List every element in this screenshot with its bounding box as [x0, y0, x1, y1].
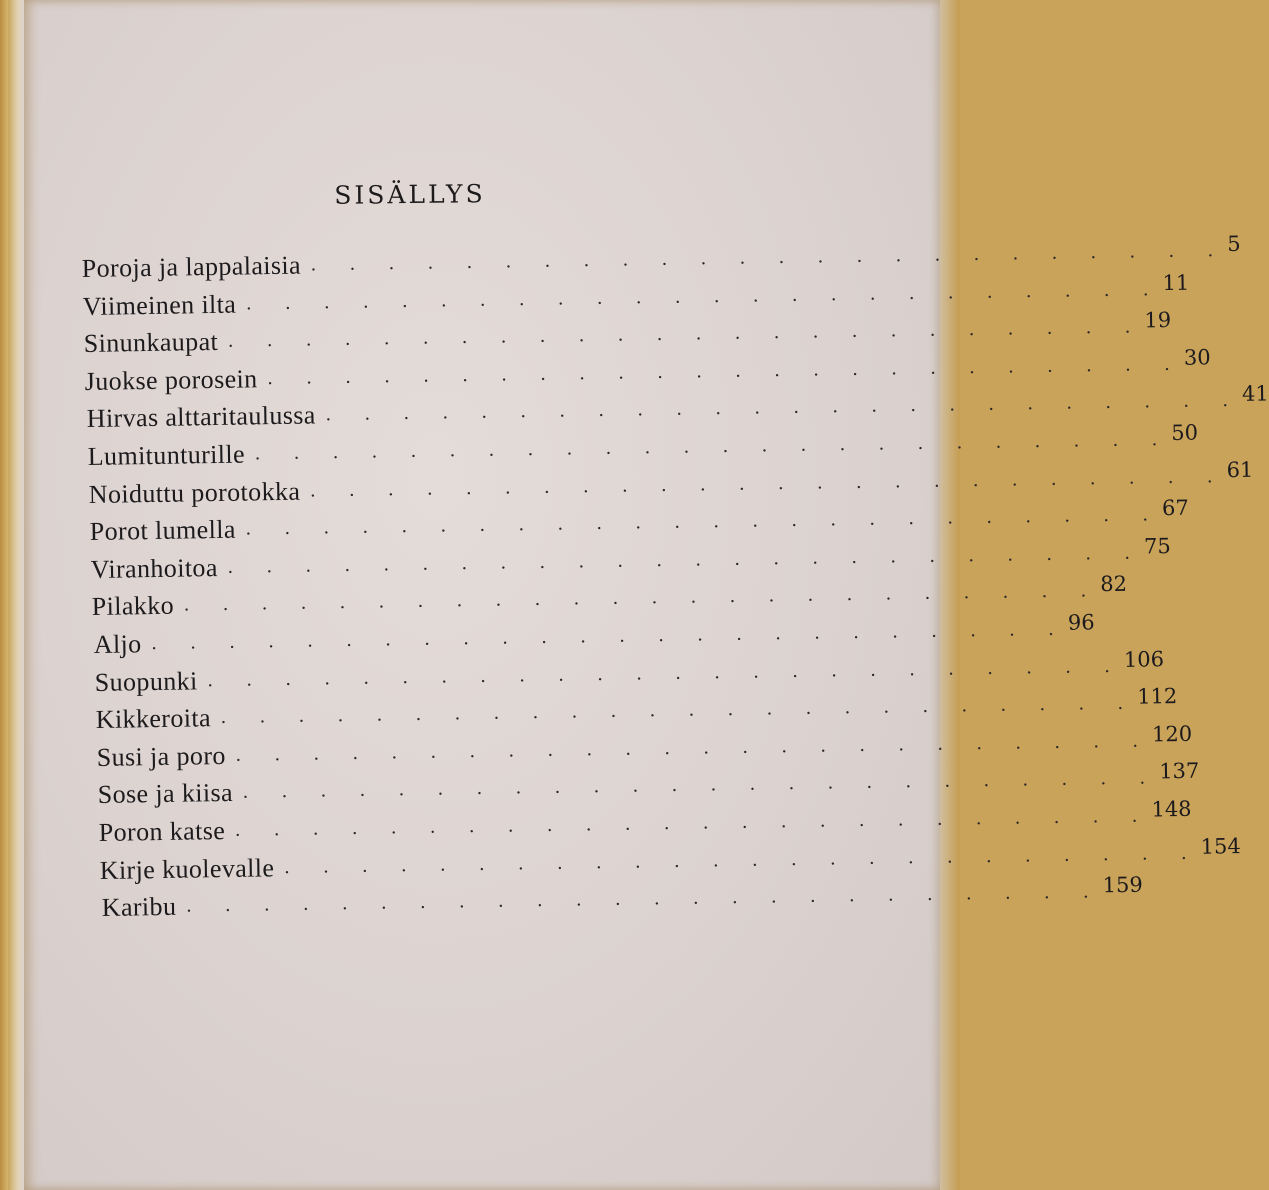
toc-entry-page-number: 159 [1101, 872, 1143, 898]
toc-entry-title: Suopunki [94, 665, 198, 697]
toc-entry-title: Kikkeroita [95, 703, 211, 735]
dot-leader: . . . . . . . . . . . . . . . . . . . . . . . . [185, 880, 1103, 917]
toc-entry-title: Viimeinen ilta [82, 289, 237, 321]
toc-entry-page-number: 96 [1067, 610, 1095, 635]
page-title: SISÄLLYS [334, 179, 486, 210]
toc-entry-page-number: 50 [1170, 420, 1198, 445]
toc-entry-page-number: 19 [1144, 308, 1172, 333]
toc-entry-page-number: 41 [1241, 381, 1269, 407]
toc-entry-title: Juokse porosein [84, 364, 259, 396]
dot-leader: . . . . . . . . . . . . . . . . . . . . . . . . [245, 503, 1163, 540]
dot-leader: . . . . . . . . . . . . . . . . . . . . . . . . [242, 766, 1160, 804]
toc-entry-title: Aljo [93, 629, 142, 660]
toc-entry-title: Karibu [101, 892, 177, 923]
toc-entry-title: Viranhoitoa [90, 552, 219, 584]
toc-entry-page-number: 30 [1184, 345, 1212, 370]
toc-entry-page-number: 154 [1200, 833, 1242, 859]
dot-leader: . . . . . . . . . . . . . . . . . . . . . . . . [220, 691, 1138, 729]
toc-entry [87, 420, 1198, 472]
toc-entry-title: Pilakko [91, 591, 175, 622]
toc-entry-title: Kirje kuolevalle [99, 852, 275, 885]
dot-leader: . . . . . . . . . . . . . . . . . . . . . . . . [284, 841, 1202, 878]
toc-entry-title: Sinunkaupat [83, 327, 219, 359]
toc-entry [83, 308, 1172, 359]
toc-entry-title: Sose ja kiisa [97, 778, 234, 810]
dot-leader: . . . . . . . . . . . . . . . . . . . . . . . . [150, 617, 1068, 655]
dot-leader: . . . . . . . . . . . . . . . . . . . . . . . . [227, 541, 1145, 578]
toc-entry-page-number: 5 [1227, 231, 1241, 257]
toc-entry-page-number: 61 [1226, 457, 1254, 482]
toc-entry-page-number: 11 [1162, 270, 1190, 295]
toc-entry-title: Poron katse [98, 816, 226, 848]
dot-leader: . . . . . . . . . . . . . . . . . . . . . . . . [246, 277, 1163, 315]
dot-leader: . . . . . . . . . . . . . . . . . . . . . . . . [235, 729, 1153, 766]
toc-entry [98, 796, 1193, 848]
dot-leader: . . . . . . . . . . . . . . . . . . . . . . . . [267, 352, 1185, 389]
toc-entry-page-number: 148 [1151, 796, 1193, 822]
dot-leader: . . . . . . . . . . . . . . . . . . . . . . . . [228, 315, 1145, 352]
toc-entry-page-number: 137 [1159, 759, 1200, 784]
dot-leader: . . . . . . . . . . . . . . . . . . . . . . . . [310, 464, 1227, 502]
toc-entry-title: Poroja ja lappalaisia [81, 250, 302, 284]
dot-leader: . . . . . . . . . . . . . . . . . . . . . . . . [207, 654, 1124, 691]
toc-entry-title: Noiduttu porotokka [88, 476, 301, 509]
toc-entry-page-number: 112 [1136, 684, 1178, 709]
toc-entry-page-number: 82 [1100, 572, 1128, 597]
toc-entry-title: Porot lumella [89, 514, 237, 547]
toc-entry [101, 872, 1143, 924]
dot-leader: . . . . . . . . . . . . . . . . . . . . . . . . [254, 427, 1172, 465]
toc-entry-page-number: 120 [1151, 721, 1193, 747]
toc-entry-title: Lumitunturille [87, 439, 245, 472]
toc-entry-title: Hirvas alttaritaulussa [86, 400, 316, 434]
toc-entry [95, 684, 1178, 735]
toc-entry-page-number: 67 [1161, 495, 1190, 521]
toc-entry [93, 610, 1095, 660]
dot-leader: . . . . . . . . . . . . . . . . . . . . . . . . [184, 579, 1101, 616]
dot-leader: . . . . . . . . . . . . . . . . . . . . . . . . [325, 389, 1242, 426]
toc-entry-page-number: 106 [1123, 646, 1164, 672]
toc-entry-title: Susi ja poro [96, 740, 226, 772]
dot-leader: . . . . . . . . . . . . . . . . . . . . . . . . [310, 239, 1228, 276]
toc-entry-page-number: 75 [1144, 533, 1172, 559]
dot-leader: . . . . . . . . . . . . . . . . . . . . . . . . [235, 804, 1152, 841]
